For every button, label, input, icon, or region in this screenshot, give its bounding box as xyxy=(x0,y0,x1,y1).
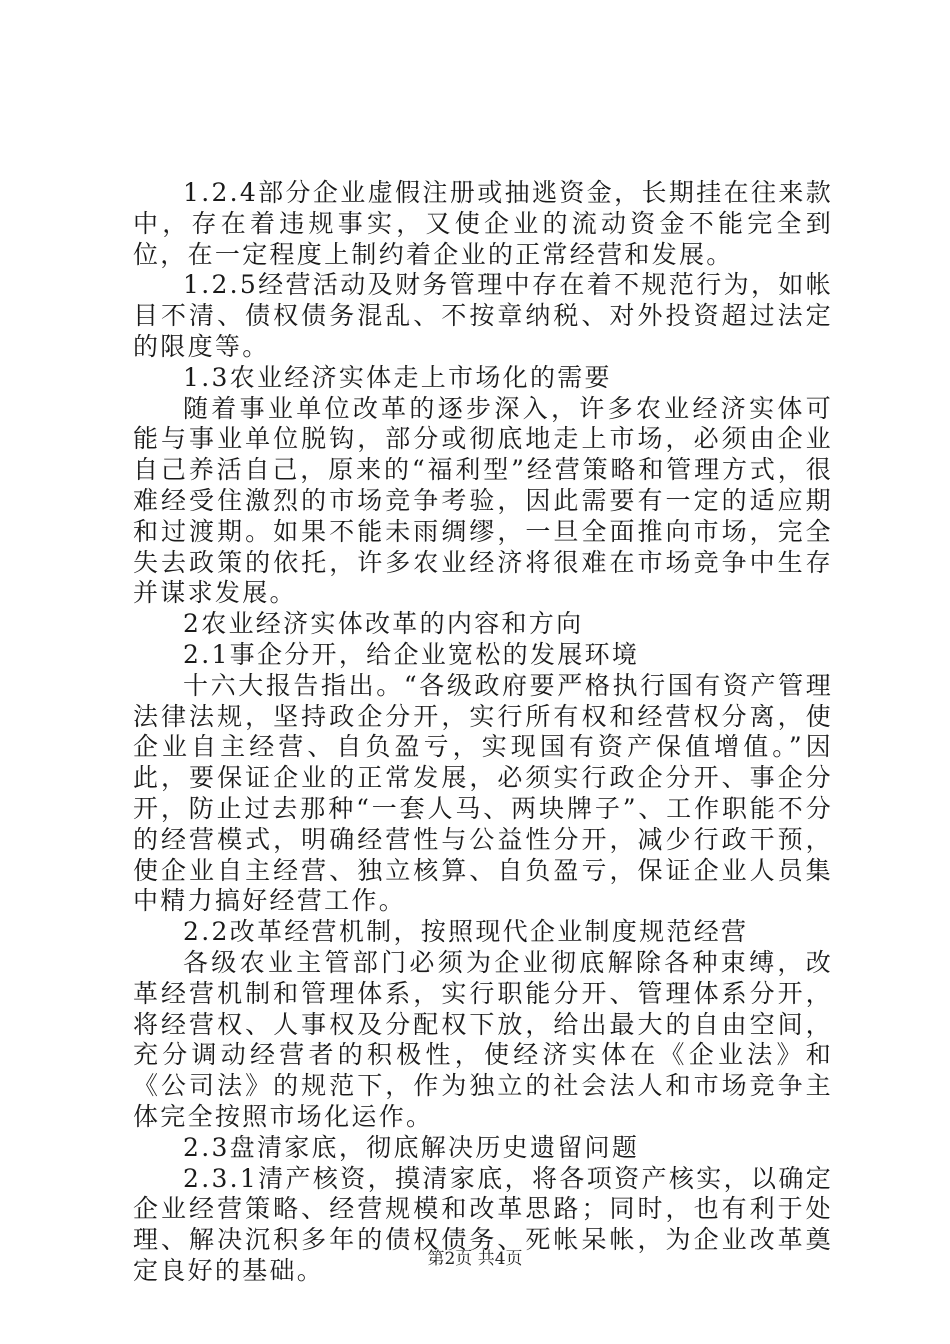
paragraph-2-1-body: 十六大报告指出。“各级政府要严格执行国有资产管理法律法规，坚持政企分开，实行所有权和经营权分离，使企业自主经营、自负盈亏，实现国有资产保值增值。”因此，要保证企业的正常发展，必须实行政企分开、事企分开，防止过去那种“一套人马、两块牌子”、工作职能不分的经营模式，明确经营性与公益性分开，减少行政干预，使企业自主经营、独立核算、自负盈亏，保证企业人员集中精力搞好经营工作。 xyxy=(133,670,833,916)
paragraph-2-2-body: 各级农业主管部门必须为企业彻底解除各种束缚，改革经营机制和管理体系，实行职能分开、管理体系分开，将经营权、人事权及分配权下放，给出最大的自由空间，充分调动经营者的积极性，使经济实体在《企业法》和《公司法》的规范下，作为独立的社会法人和市场竞争主体完全按照市场化运作。 xyxy=(133,947,833,1131)
document-body xyxy=(133,178,833,1287)
paragraph-2-3-1: 2.3.1清产核资，摸清家底，将各项资产核实，以确定企业经营策略、经营规模和改革思路；同时，也有利于处理、解决沉积多年的债权债务、死帐呆帐，为企业改革奠定良好的基础。 xyxy=(133,1163,833,1285)
paragraph-1-2-4: 1.2.4部分企业虚假注册或抽逃资金，长期挂在往来款中，存在着违规事实，又使企业的流动资金不能完全到位，在一定程度上制约着企业的正常经营和发展。 xyxy=(133,178,833,269)
paragraph-1-2-5: 1.2.5经营活动及财务管理中存在着不规范行为，如帐目不清、债权债务混乱、不按章纳税、对外投资超过法定的限度等。 xyxy=(133,270,833,361)
heading-2: 2农业经济实体改革的内容和方向 xyxy=(183,609,584,639)
heading-2-3: 2.3盘清家底，彻底解决历史遗留问题 xyxy=(183,1132,640,1162)
heading-2-2: 2.2改革经营机制，按照现代企业制度规范经营 xyxy=(183,917,749,947)
heading-1-3: 1.3农业经济实体走上市场化的需要 xyxy=(183,362,612,392)
paragraph-1-3-body: 随着事业单位改革的逐步深入，许多农业经济实体可能与事业单位脱钩，部分或彻底地走上市场，必须由企业自己养活自己，原来的“福利型”经营策略和管理方式，很难经受住激烈的市场竞争考验，因此需要有一定的适应期和过渡期。如果不能未雨绸缪，一旦全面推向市场，完全失去政策的依托，许多农业经济将很难在市场竞争中生存并谋求发展。 xyxy=(133,393,833,608)
page-footer: 第2页 共4页 xyxy=(427,1249,523,1269)
heading-2-1: 2.1事企分开，给企业宽松的发展环境 xyxy=(183,639,640,669)
